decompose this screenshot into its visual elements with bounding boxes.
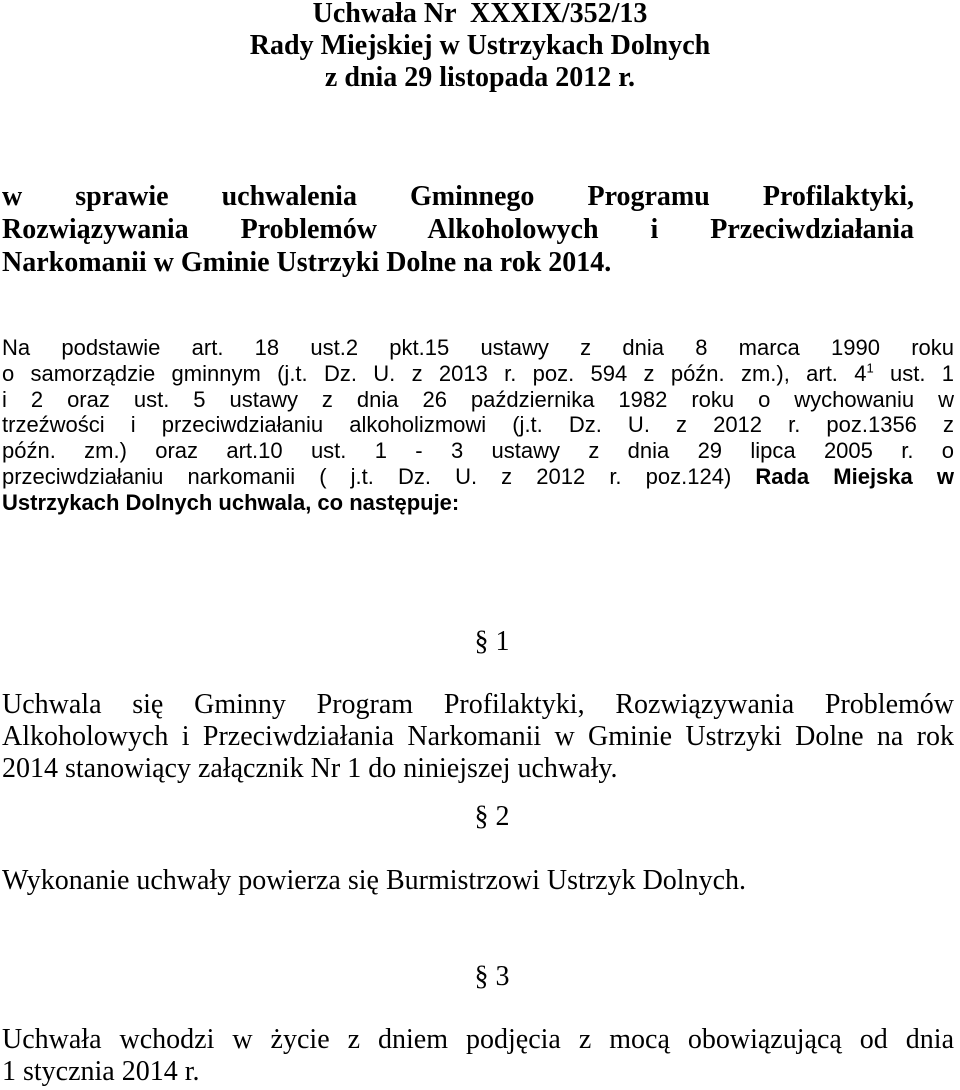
subject-line: w sprawie uchwalenia Gminnego Programu Profilaktyki, xyxy=(2,181,914,212)
council-decides-bold: Rada Miejska w xyxy=(755,463,954,489)
subject-line: Narkomanii w Gminie Ustrzyki Dolne na rok 2014. xyxy=(2,247,612,278)
basis-line xyxy=(2,464,954,490)
section-2-mark xyxy=(0,801,960,833)
section-1-mark xyxy=(0,626,960,658)
basis-line-bold: Ustrzykach Dolnych uchwala, co następuje: xyxy=(2,489,460,515)
resolution-date: z dnia 29 listopada 2012 r. xyxy=(324,62,636,93)
paragraph-line: Uchwala się Gminny Program Profilaktyki, Rozwiązywania Problemów xyxy=(2,689,954,720)
subject-line: Rozwiązywania Problemów Alkoholowych i Przeciwdziałania xyxy=(2,214,914,245)
basis-line: późn. zm.) oraz art.10 ust. 1 - 3 ustawy z dnia 29 lipca 2005 r. o xyxy=(2,438,954,464)
legal-basis xyxy=(2,335,954,516)
section-3-text xyxy=(2,1024,954,1088)
superscript: 1 xyxy=(866,360,874,376)
paragraph-line: Uchwała wchodzi w życie z dniem podjęcia z mocą obowiązującą od dnia xyxy=(2,1024,954,1055)
basis-text: o samorządzie gminnym (j.t. Dz. U. z 2013 r. poz. 594 z późn. zm.), art. 4 xyxy=(2,360,867,386)
basis-line: trzeźwości i przeciwdziałaniu alkoholizmowi (j.t. Dz. U. z 2012 r. poz.1356 z xyxy=(2,412,954,438)
section-3-mark xyxy=(0,961,960,993)
section-2-text xyxy=(2,865,954,897)
basis-text: przeciwdziałaniu narkomanii ( j.t. Dz. U. z 2012 r. poz.124) xyxy=(2,463,756,489)
section-mark-text: § 2 xyxy=(474,801,510,832)
section-1-text xyxy=(2,689,954,785)
basis-line: i 2 oraz ust. 5 ustawy z dnia 26 października 1982 roku o wychowaniu w xyxy=(2,386,954,412)
section-mark-text: § 3 xyxy=(474,961,510,992)
basis-line: Na podstawie art. 18 ust.2 pkt.15 ustawy z dnia 8 marca 1990 roku xyxy=(2,335,954,360)
basis-text: ust. 1 xyxy=(873,360,955,386)
paragraph-line: Alkoholowych i Przeciwdziałania Narkomanii w Gminie Ustrzyki Dolne na rok xyxy=(2,721,954,752)
resolution-subject xyxy=(2,180,914,279)
resolution-title xyxy=(0,0,960,94)
paragraph-line: Wykonanie uchwały powierza się Burmistrzowi Ustrzyk Dolnych. xyxy=(2,865,747,896)
section-mark-text: § 1 xyxy=(474,626,510,657)
paragraph-line: 2014 stanowiący załącznik Nr 1 do niniejszej uchwały. xyxy=(2,753,618,784)
basis-line xyxy=(2,361,954,387)
paragraph-line: 1 stycznia 2014 r. xyxy=(2,1056,200,1087)
council-name: Rady Miejskiej w Ustrzykach Dolnych xyxy=(249,30,711,61)
resolution-number: Uchwała Nr XXXIX/352/13 xyxy=(312,0,648,29)
